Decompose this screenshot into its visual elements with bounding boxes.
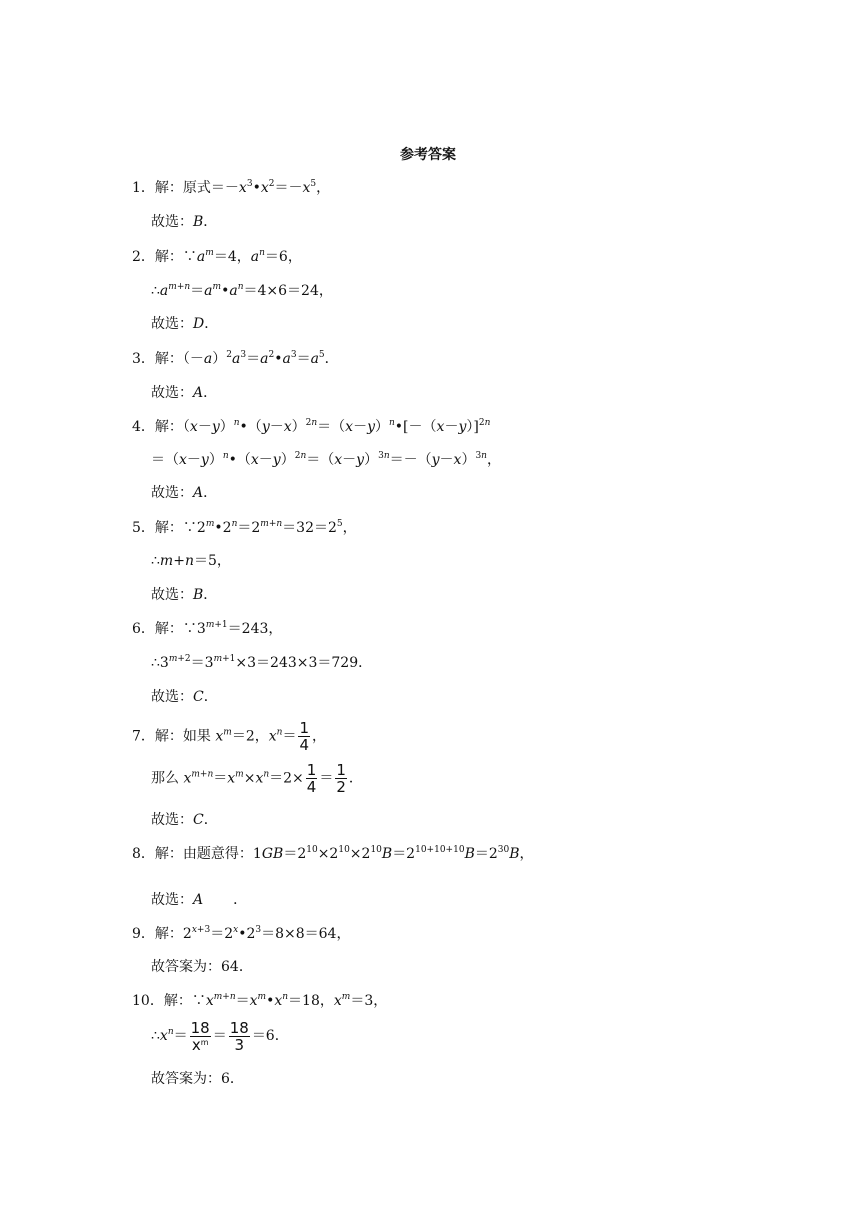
solution-6-line-2: $\therefore 3^{m+2}=3^{m+1}\times 3=243\times 3=729$． (151, 654, 373, 671)
solution-1-line-1: 1．解：原式$=-x^3•x^2=-x^5$， (132, 179, 331, 196)
solution-3-answer: 故选：A． (151, 385, 218, 401)
solution-7-line-1: 7．解：如果 $x^m=2$，$x^n=$ $\frac{1}{4}$ ， (132, 719, 326, 754)
solution-2-line-1: 2．解：$\because a^m=4$，$a^n=6$， (132, 248, 302, 265)
fraction-one-half: $\frac{1}{2}$ (336, 761, 346, 796)
solution-5-line-1: 5．解：$\because 2^m•2^n=2^{m+n}=32=2^5$， (132, 519, 357, 536)
solution-8-answer: 故选：A ． (151, 892, 248, 908)
solution-2-line-2: $\therefore a^{m+n}=a^m•a^n=4\times 6=24$， (151, 282, 333, 299)
solution-10-line-2: $\therefore x^n=$ $\frac{18}{x^m}$ ＝ $\frac{18}{3}$ ＝6． (151, 1018, 289, 1054)
solution-6-line-1: 6．解：$\because 3^{m+1}=243$， (132, 620, 283, 637)
solution-8-line-1: 8．解：由题意得：$1GB=2^{10}\times 2^{10}\times 2^{10}B=2^{10+10+10}B=2^{30}B$， (132, 845, 534, 862)
solution-10-line-1: 10．解：$\because x^{m+n}=x^m•x^n=18$，$x^m=3$， (132, 992, 388, 1009)
solution-5-answer: 故选：B． (151, 587, 218, 603)
solution-6-answer: 故选：C． (151, 689, 218, 705)
solution-9-line-1: 9．解：$2^{x+3}=2^x•2^3=8\times 8=64$， (132, 925, 351, 942)
solution-5-line-2: ∴m+n＝5， (151, 553, 231, 569)
solution-2-answer: 故选：D． (151, 316, 219, 332)
solution-7-line-2: 那么 $x^{m+n}=x^m\times x^n=2\times$ $\frac{1}{4}$ ＝ $\frac{1}{2}$ ． (151, 761, 363, 796)
solution-7-answer: 故选：C． (151, 812, 218, 828)
solution-10-answer: 故答案为：6． (151, 1071, 244, 1087)
solution-4-line-1: 4．解：$(x-y)^n•(y-x)^{2n}=(x-y)^n•[-(x-y)]^{2n}$ (132, 418, 491, 435)
fraction-18-over-xm: $\frac{18}{x^m}$ (190, 1018, 210, 1054)
solution-4-answer: 故选：A． (151, 485, 218, 501)
solution-3-line-1: 3．解：$(-a)^2a^3=a^2•a^3=a^5$． (132, 350, 339, 367)
solution-4-line-2: $=(x-y)^n•(x-y)^{2n}=(x-y)^{3n}=-(y-x)^{3n}$， (151, 451, 501, 468)
fraction-one-quarter: $\frac{1}{4}$ (306, 761, 317, 796)
solution-1-answer: 故选：B． (151, 214, 218, 230)
solution-9-answer: 故答案为：64． (151, 959, 253, 975)
fraction-18-over-3: $\frac{18}{3}$ (229, 1018, 249, 1054)
page-title: 参考答案 (400, 147, 456, 163)
fraction-one-quarter: $\frac{1}{4}$ (299, 719, 309, 754)
